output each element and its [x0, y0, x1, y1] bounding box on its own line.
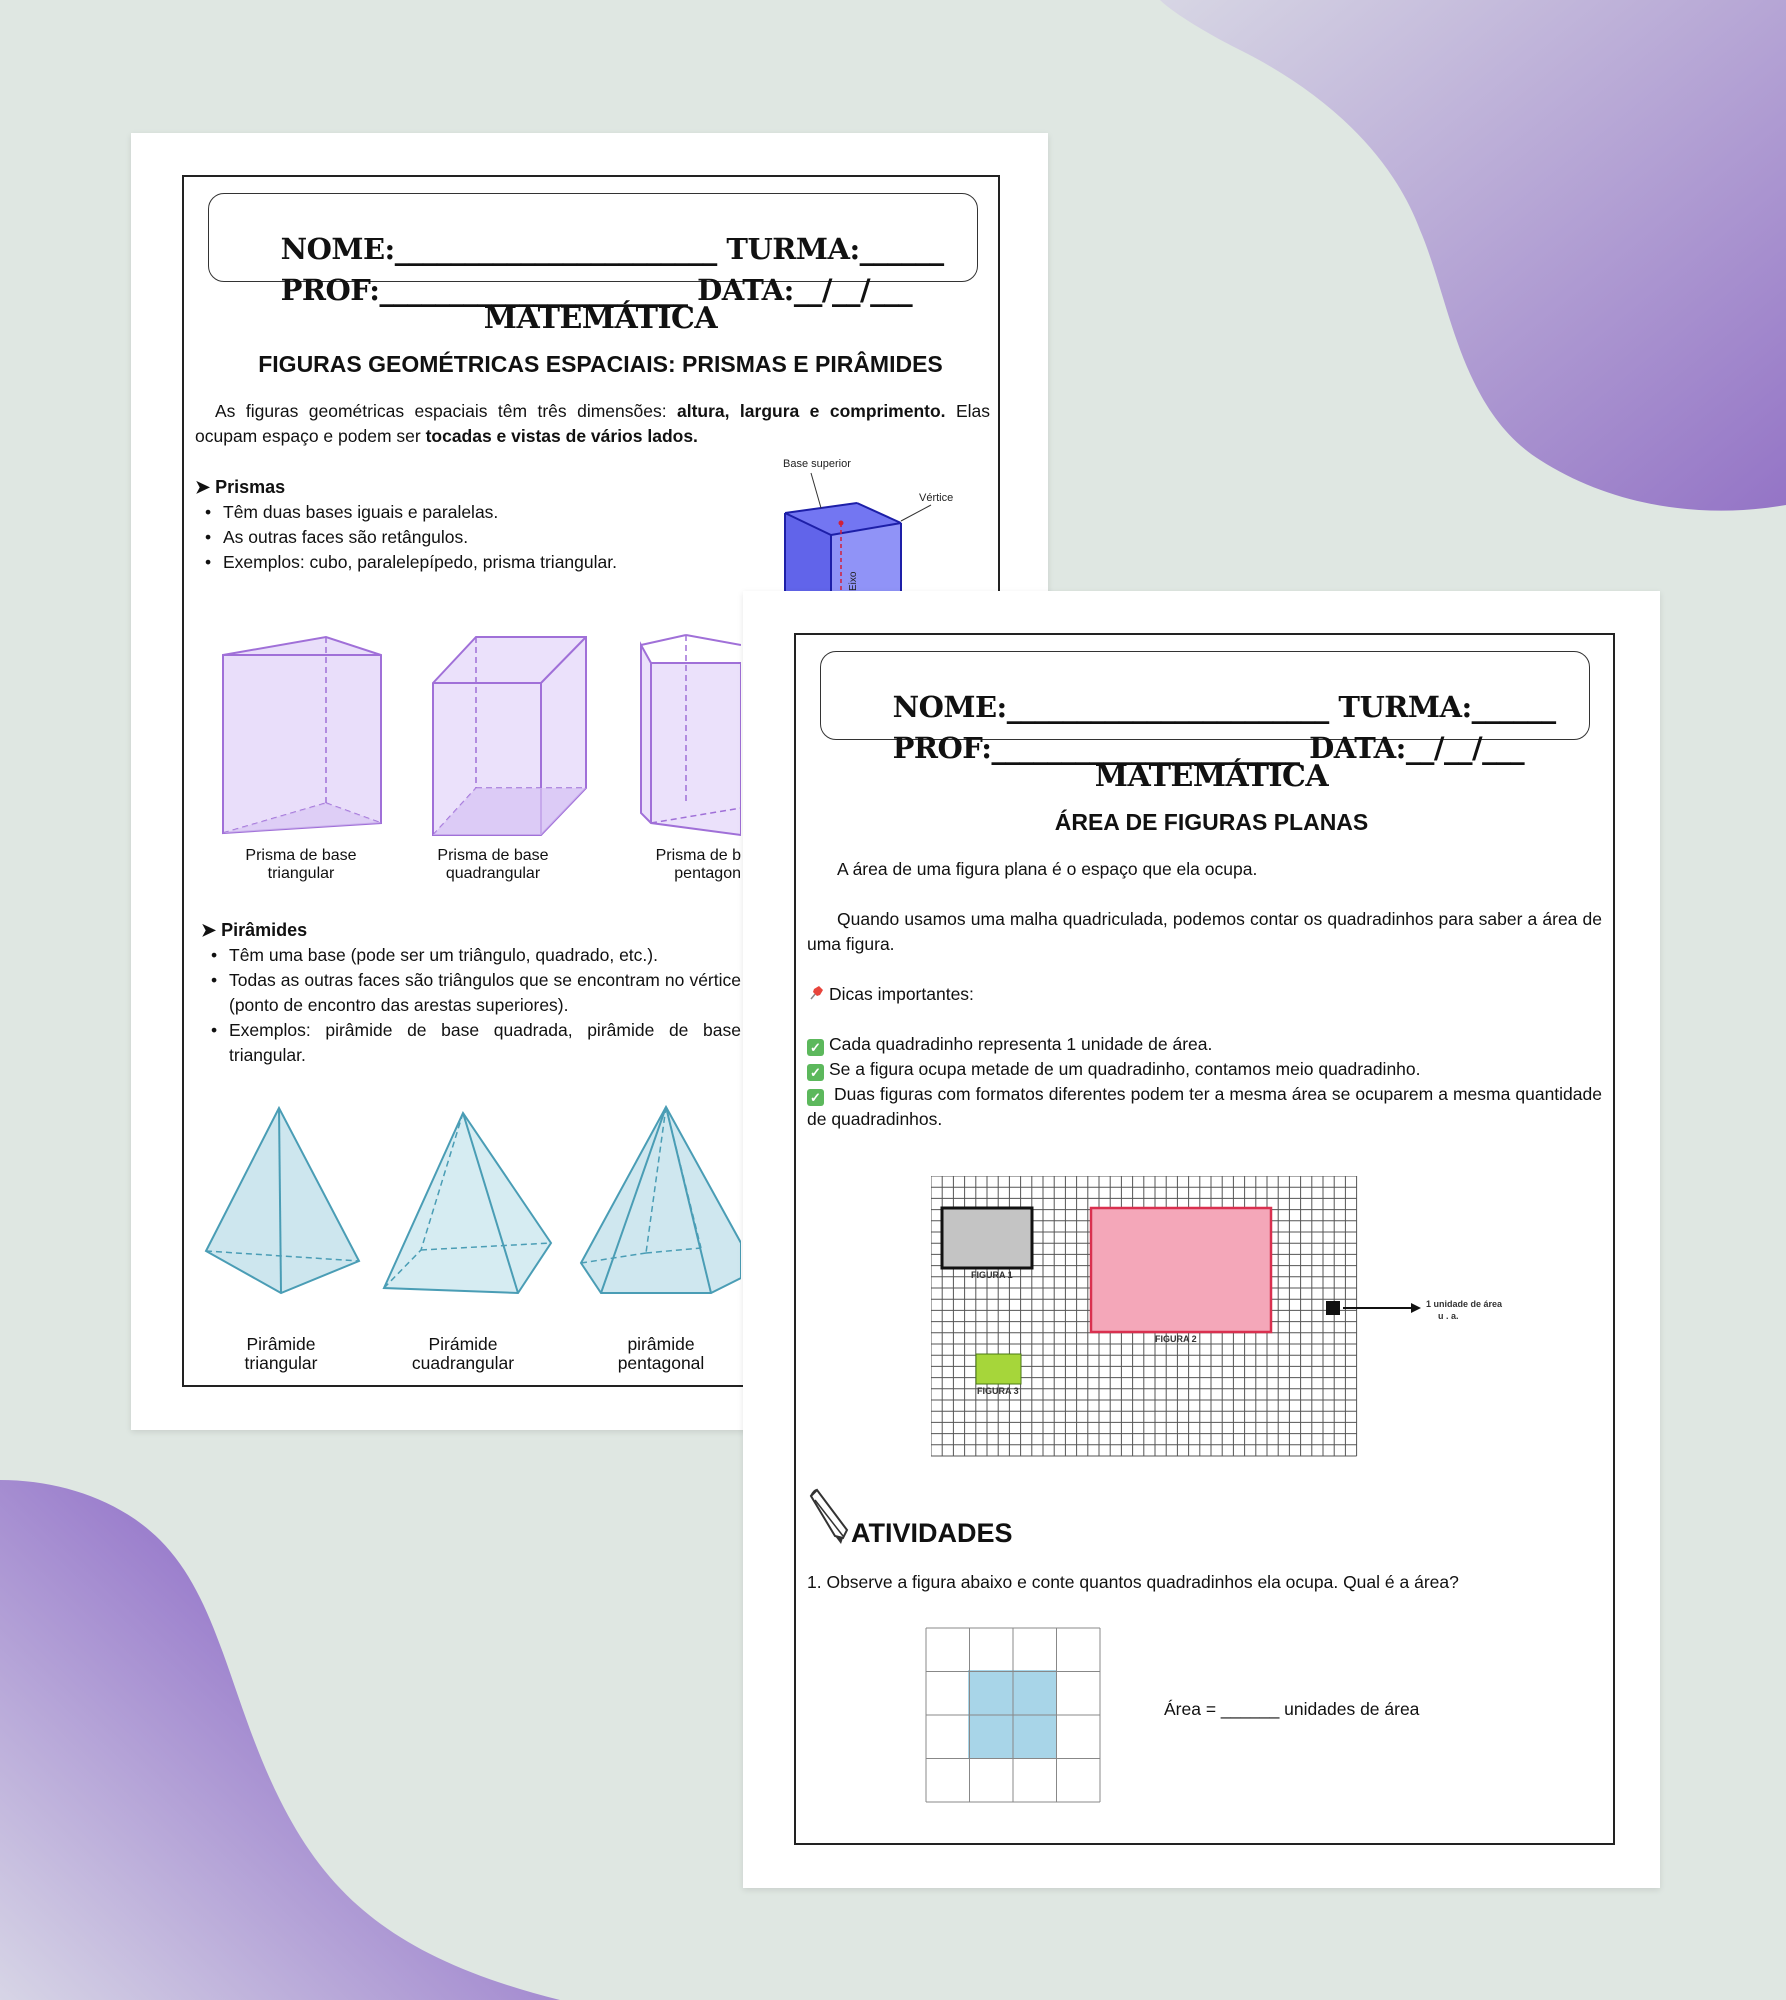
triangular-pyramid-figure	[206, 1108, 359, 1293]
nome-field[interactable]: _______________________	[394, 232, 717, 266]
tips-heading: Dicas importantes:	[807, 982, 1602, 1007]
list-item: • As outras faces são retângulos.	[201, 525, 721, 550]
nome-field[interactable]: _______________________	[1006, 690, 1329, 724]
activities-heading: ATIVIDADES	[807, 1486, 1013, 1549]
prof-field[interactable]: ______________________	[379, 273, 688, 307]
data-label: DATA:	[697, 273, 794, 307]
checkmark-icon: ✓	[807, 1064, 824, 1081]
grid-label: FIGURA 1	[971, 1270, 1013, 1280]
pentagonal-pyramid-figure	[581, 1107, 741, 1293]
figura1-shape	[942, 1208, 1032, 1268]
prism-caption-quadrangular: Prisma de base quadrangular	[437, 847, 549, 882]
area-grid-diagram	[931, 1176, 1521, 1471]
quadrille-grid	[926, 1628, 1100, 1802]
list-item: • Exemplos: cubo, paralelepípedo, prisma triangular.	[201, 550, 721, 575]
turma-label: TURMA:	[1338, 690, 1472, 724]
data-label: DATA:	[1309, 731, 1406, 765]
grid-paragraph: Quando usamos uma malha quadriculada, podemos contar os quadradinhos para saber a área de uma figura.	[807, 909, 1602, 954]
intro-paragraph: As figuras geométricas espaciais têm três dimensões: altura, largura e comprimento. Elas ocupam espaço e podem ser tocadas e vistas de vários lados.	[195, 401, 991, 446]
data-field[interactable]: __/__/___	[793, 273, 913, 307]
pyramids-list	[207, 943, 741, 1068]
list-item: • Têm duas bases iguais e paralelas.	[201, 500, 721, 525]
pyramid-caption-triangular: Pirâmide triangular	[244, 1334, 318, 1373]
question-1-grid	[924, 1626, 1102, 1804]
page-title: ÁREA DE FIGURAS PLANAS	[1054, 809, 1369, 835]
pentagonal-prism-figure	[641, 635, 741, 835]
prof-label: PROF:	[280, 273, 380, 307]
pyramid-caption-pentagonal: pirâmide pentagonal	[617, 1334, 705, 1373]
data-field[interactable]: __/__/___	[1405, 731, 1525, 765]
diagram-label: Base superior	[783, 458, 851, 470]
page-title: FIGURAS GEOMÉTRICAS ESPACIAIS: PRISMAS E PIRÂMIDES	[258, 351, 943, 377]
pencil-icon	[807, 1486, 851, 1548]
tip-item: ✓ Duas figuras com formatos diferentes podem ter a mesma área se ocuparem a mesma quantidade de quadradinhos.	[807, 1084, 1602, 1129]
student-header	[820, 651, 1590, 765]
turma-field[interactable]: ______	[859, 232, 944, 266]
list-item: • Exemplos: pirâmide de base quadrada, pirâmide de base triangular.	[207, 1018, 741, 1068]
grid-label: u . a.	[1438, 1311, 1459, 1321]
turma-field[interactable]: ______	[1471, 690, 1556, 724]
list-item: • Têm uma base (pode ser um triângulo, quadrado, etc.).	[207, 943, 741, 968]
triangular-prism-figure	[223, 637, 381, 833]
pushpin-icon	[807, 984, 825, 1002]
unit-square	[1326, 1301, 1340, 1315]
tips-list	[807, 1032, 1602, 1132]
pyramids-heading: ➤ Pirâmides	[201, 920, 308, 940]
prism-illustrations	[211, 623, 741, 838]
question-1: 1. Observe a figura abaixo e conte quantos quadradinhos ela ocupa. Qual é a área?	[807, 1572, 1459, 1592]
figura2-shape	[1091, 1208, 1271, 1332]
prisms-heading: ➤ Prismas	[195, 477, 286, 497]
subject-title: MATEMÁTICA	[1094, 759, 1329, 794]
area-answer-field[interactable]: Área = ______ unidades de área	[1164, 1699, 1420, 1719]
worksheet-plane-figure-area	[743, 591, 1660, 1888]
intro-paragraph: A área de uma figura plana é o espaço que ela ocupa.	[837, 859, 1258, 879]
turma-label: TURMA:	[726, 232, 860, 266]
quadrangular-pyramid-figure	[384, 1113, 551, 1293]
nome-label: NOME:	[892, 690, 1007, 724]
subject-title: MATEMÁTICA	[483, 301, 718, 336]
tip-item: ✓ Se a figura ocupa metade de um quadradinho, contamos meio quadradinho.	[807, 1057, 1602, 1082]
prof-field[interactable]: ______________________	[991, 731, 1300, 765]
pyramid-caption-quadrangular: Pirámide cuadrangular	[411, 1334, 515, 1373]
prisms-list	[201, 500, 721, 575]
diagram-label: Eixo	[848, 571, 859, 591]
prof-label: PROF:	[892, 731, 992, 765]
checkmark-icon: ✓	[807, 1039, 824, 1056]
arrow-icon	[1411, 1303, 1421, 1313]
prism-caption-pentagonal: Prisma de b pentagon	[655, 847, 741, 882]
nome-label: NOME:	[280, 232, 395, 266]
grid-label: FIGURA 3	[977, 1386, 1019, 1396]
prism-caption-triangular: Prisma de base triangular	[245, 847, 357, 882]
checkmark-icon: ✓	[807, 1089, 824, 1106]
grid-label: FIGURA 2	[1155, 1334, 1197, 1344]
figura3-shape	[976, 1354, 1021, 1384]
list-item: • Todas as outras faces são triângulos que se encontram no vértice (ponto de encontro das arestas superiores).	[207, 968, 741, 1018]
tip-item: ✓ Cada quadradinho representa 1 unidade de área.	[807, 1032, 1602, 1057]
student-header	[208, 193, 978, 307]
pyramid-illustrations	[201, 1103, 741, 1328]
grid-label: 1 unidade de área	[1426, 1299, 1503, 1309]
diagram-label: Vértice	[919, 492, 954, 504]
quadrangular-prism-figure	[433, 637, 586, 835]
